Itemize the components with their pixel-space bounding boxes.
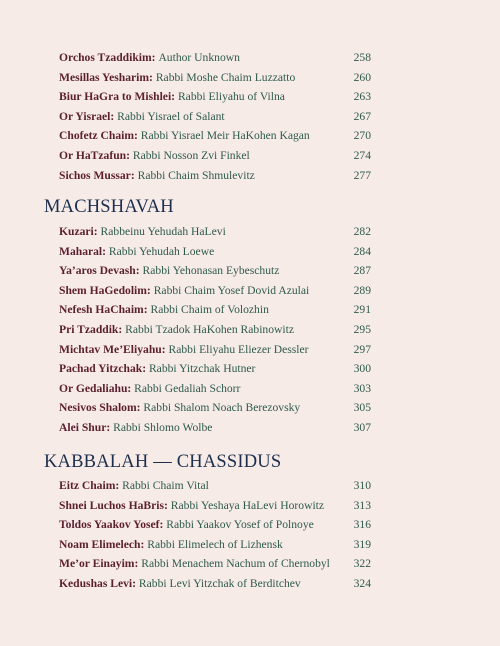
book-title: Orchos Tzaddikim: — [59, 51, 159, 64]
book-title: Noam Elimelech: — [59, 537, 148, 551]
toc-entry[interactable] — [59, 166, 371, 186]
toc-entry[interactable] — [59, 554, 371, 574]
book-author: Rabbi Menachem Nachum of Chernobyl — [141, 557, 330, 571]
book-author: Rabbi Yehudah Loewe — [108, 244, 215, 258]
page-number: 305 — [353, 401, 371, 415]
book-author: Rabbi Yehonasan Eybeschutz — [142, 264, 280, 278]
book-title: Eitz Chaim: — [59, 479, 123, 492]
book-title: Biur HaGra to Mishlei: — [59, 90, 178, 104]
book-author: Rabbi Elimelech of Lizhensk — [147, 537, 283, 551]
book-author: Rabbi Yisrael Meir HaKohen Kagan — [140, 129, 310, 143]
toc-entry[interactable] — [59, 574, 371, 594]
book-title: Maharal: — [59, 244, 109, 258]
book-author: Rabbi Eliyahu Eliezer Dessler — [168, 342, 309, 356]
book-author: Rabbi Yitzchak Hutner — [148, 362, 256, 376]
toc-entry[interactable] — [59, 496, 371, 516]
toc-entry[interactable] — [59, 398, 371, 418]
book-author: Rabbi Yisrael of Salant — [117, 109, 225, 123]
book-author: Rabbi Tzadok HaKohen Rabinowitz — [125, 323, 294, 336]
book-title: Kuzari: — [59, 225, 101, 238]
book-title: Alei Shur: — [59, 421, 114, 434]
book-title: Or HaTzafun: — [59, 149, 133, 162]
book-author: Rabbi Yaakov Yosef of Polnoye — [166, 518, 314, 532]
page-number: 274 — [353, 149, 371, 162]
page-number: 316 — [353, 518, 371, 532]
book-title: Or Yisrael: — [59, 109, 118, 123]
toc-entry[interactable] — [59, 107, 371, 127]
toc-entry[interactable] — [59, 359, 371, 379]
book-title: Kedushas Levi: — [59, 577, 139, 590]
toc-entry[interactable] — [59, 476, 371, 496]
page-number: 258 — [353, 51, 371, 64]
toc-entry[interactable] — [59, 87, 371, 107]
page-number: 282 — [353, 225, 371, 238]
book-author: Rabbi Chaim Shmulevitz — [137, 168, 255, 182]
page-number: 319 — [353, 537, 371, 551]
page-number: 270 — [353, 129, 371, 143]
toc-entry[interactable] — [59, 320, 371, 340]
toc-entry[interactable] — [59, 242, 371, 262]
book-author: Rabbi Yeshaya HaLevi Horowitz — [170, 498, 325, 512]
page-number: 289 — [353, 283, 371, 297]
book-author: Rabbi Eliyahu of Vilna — [177, 90, 285, 104]
book-author: Rabbeinu Yehudah HaLevi — [100, 225, 226, 238]
book-title: Chofetz Chaim: — [59, 129, 141, 143]
toc-entry[interactable] — [59, 222, 371, 242]
book-title: Me’or Einayim: — [59, 557, 142, 571]
page-number: 313 — [353, 498, 371, 512]
toc-entry[interactable] — [59, 261, 371, 281]
toc-entry[interactable] — [59, 535, 371, 555]
page-number: 260 — [353, 70, 371, 84]
page-number: 324 — [353, 577, 371, 590]
page-number: 291 — [353, 303, 371, 317]
page-number: 322 — [353, 557, 371, 571]
toc-entry[interactable] — [59, 146, 371, 166]
book-title: Or Gedaliahu: — [59, 381, 135, 395]
book-author: Rabbi Gedaliah Schorr — [134, 381, 241, 395]
toc-entry[interactable] — [59, 418, 371, 438]
book-author: Rabbi Moshe Chaim Luzzatto — [155, 70, 296, 84]
book-author: Rabbi Shalom Noach Berezovsky — [143, 401, 301, 415]
toc-entry[interactable] — [59, 126, 371, 146]
book-author: Rabbi Shlomo Wolbe — [113, 421, 213, 434]
book-title: Nesivos Shalom: — [59, 401, 144, 415]
toc-entry[interactable] — [59, 379, 371, 399]
page-number: 297 — [353, 342, 371, 356]
page-number: 307 — [353, 421, 371, 434]
book-title: Sichos Mussar: — [59, 168, 138, 182]
toc-entry[interactable] — [59, 300, 371, 320]
book-title: Toldos Yaakov Yosef: — [59, 518, 167, 532]
section-heading: KABBALAH — CHASSIDUS — [44, 452, 282, 472]
page-number: 310 — [353, 479, 371, 492]
book-title: Michtav Me’Eliyahu: — [59, 342, 169, 356]
toc-entry[interactable] — [59, 68, 371, 88]
book-author: Rabbi Chaim Vital — [122, 479, 209, 492]
page-number: 287 — [353, 264, 371, 278]
section-heading: MACHSHAVAH — [44, 197, 174, 217]
book-title: Shem HaGedolim: — [59, 283, 154, 297]
book-title: Shnei Luchos HaBris: — [59, 498, 171, 512]
book-author: Rabbi Nosson Zvi Finkel — [132, 149, 250, 162]
book-title: Pri Tzaddik: — [59, 323, 126, 336]
page-number: 277 — [353, 168, 371, 182]
toc-entry[interactable] — [59, 515, 371, 535]
page-number: 263 — [353, 90, 371, 104]
toc-entry[interactable] — [59, 48, 371, 68]
book-title: Nefesh HaChaim: — [59, 303, 151, 317]
book-title: Ya’aros Devash: — [59, 264, 143, 278]
book-title: Mesillas Yesharim: — [59, 70, 156, 84]
book-title: Pachad Yitzchak: — [59, 362, 149, 376]
book-author: Author Unknown — [158, 51, 240, 64]
page-number: 284 — [353, 244, 371, 258]
book-author: Rabbi Levi Yitzchak of Berditchev — [138, 577, 301, 590]
page-number: 267 — [353, 109, 371, 123]
toc-entry[interactable] — [59, 281, 371, 301]
page-number: 300 — [353, 362, 371, 376]
page-number: 303 — [353, 381, 371, 395]
page-number: 295 — [353, 323, 371, 336]
toc-entry[interactable] — [59, 340, 371, 360]
book-author: Rabbi Chaim of Volozhin — [150, 303, 269, 317]
book-author: Rabbi Chaim Yosef Dovid Azulai — [153, 283, 310, 297]
